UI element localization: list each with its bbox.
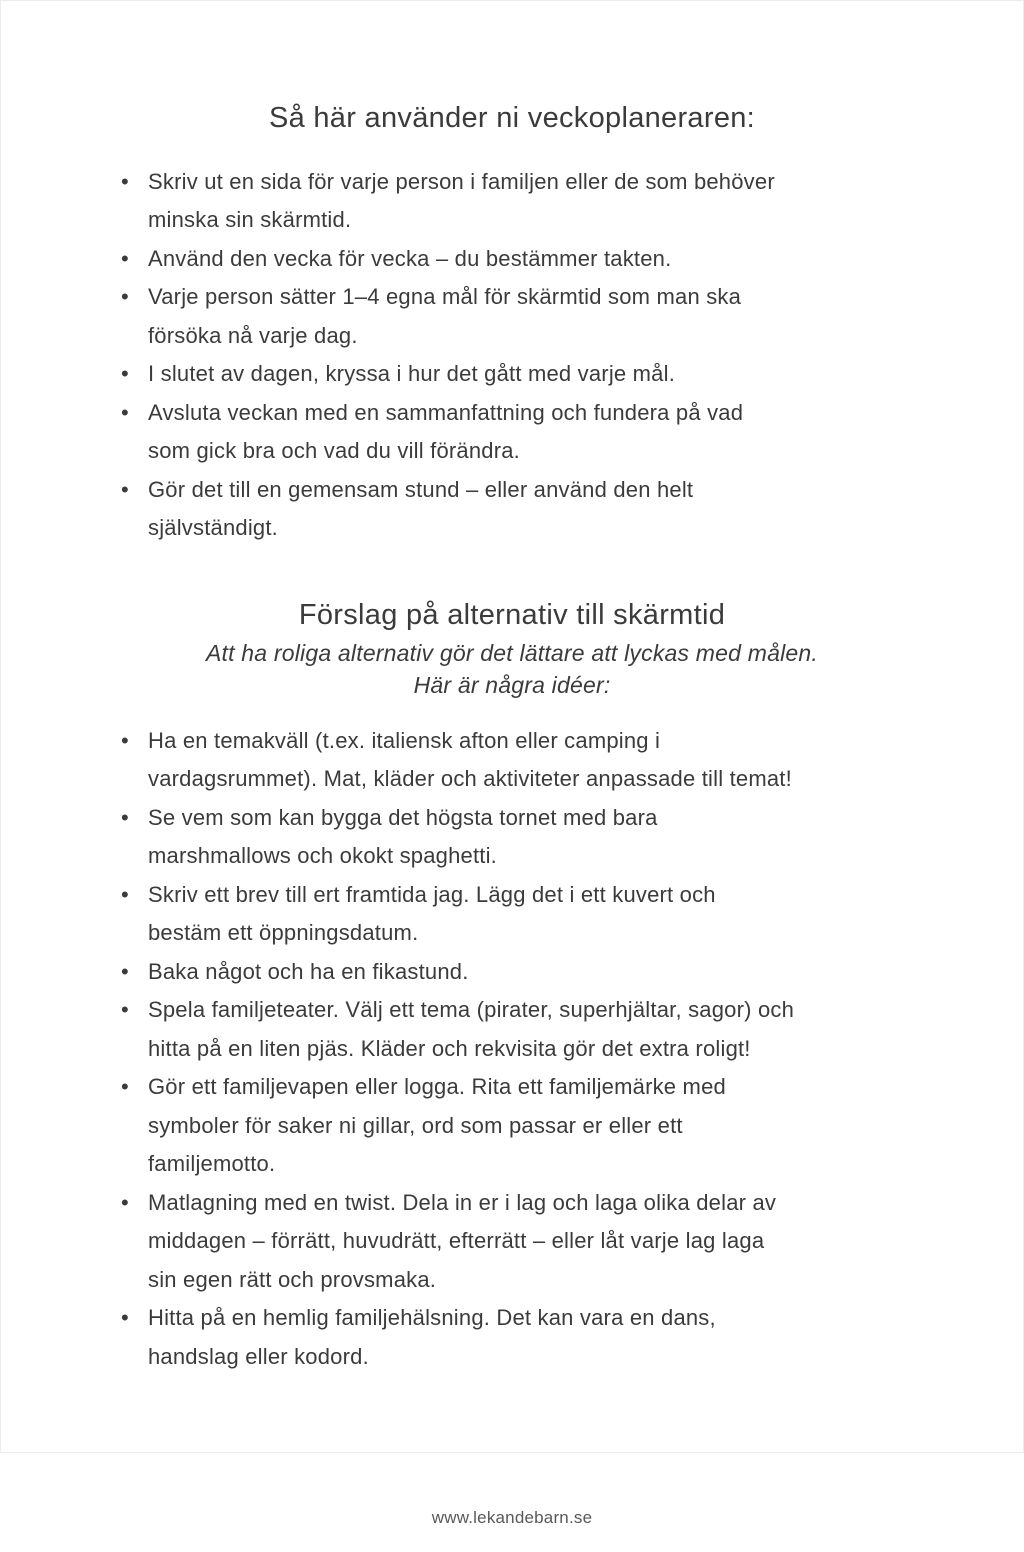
list-item-line: • Gör ett familjevapen eller logga. Rita ett familjemärke med — [148, 1074, 726, 1100]
list-item-line: • Baka något och ha en fikastund. — [148, 958, 469, 984]
list-item-line: självständigt. — [148, 515, 278, 541]
list-item-line: middagen – förrätt, huvudrätt, efterrätt – eller låt varje lag laga — [148, 1228, 765, 1254]
list-item — [148, 163, 963, 240]
list-item — [148, 991, 963, 1068]
list-item-line: • Hitta på en hemlig familjehälsning. Det kan vara en dans, — [148, 1305, 716, 1331]
page-title: Så här använder ni veckoplaneraren: — [268, 102, 756, 134]
list-item-line: familjemotto. — [148, 1151, 276, 1177]
list-item-line: symboler för saker ni gillar, ord som passar er eller ett — [148, 1112, 683, 1138]
list-item-line: sin egen rätt och provsmaka. — [148, 1266, 437, 1292]
section-title: Förslag på alternativ till skärmtid — [298, 598, 726, 631]
footer-url: www.lekandebarn.se — [431, 1508, 593, 1527]
list-item-line: • Skriv ett brev till ert framtida jag. Lägg det i ett kuvert och — [148, 881, 716, 907]
subtitle-line: Här är några idéer: — [413, 671, 611, 698]
list-item-line: • Skriv ut en sida för varje person i familjen eller de som behöver — [148, 168, 775, 194]
list-item-line: bestäm ett öppningsdatum. — [148, 920, 419, 946]
document-page — [1, 101, 1023, 1552]
list-item — [148, 394, 963, 471]
list-item-line: • Varje person sätter 1–4 egna mål för skärmtid som man ska — [148, 284, 742, 310]
list-item — [148, 240, 963, 279]
list-item — [148, 355, 963, 394]
subtitle-line: Att ha roliga alternativ gör det lättare att lyckas med målen. — [206, 639, 818, 666]
list-item-line: försöka nå varje dag. — [148, 322, 358, 348]
list-item — [148, 876, 963, 953]
section-subtitle — [1, 637, 1023, 701]
list-item — [148, 1184, 963, 1300]
list-item-line: • Matlagning med en twist. Dela in er i lag och laga olika delar av — [148, 1189, 777, 1215]
list-item-line: marshmallows och okokt spaghetti. — [148, 843, 497, 869]
list-item — [148, 1299, 963, 1376]
suggestions-list — [1, 722, 1023, 1377]
list-item — [148, 278, 963, 355]
list-item-line: som gick bra och vad du vill förändra. — [148, 438, 520, 464]
list-item-line: • Ha en temakväll (t.ex. italiensk afton eller camping i — [148, 727, 661, 753]
list-item-line: • Använd den vecka för vecka – du bestämmer takten. — [148, 245, 672, 271]
list-item — [148, 722, 963, 799]
list-item-line: vardagsrummet). Mat, kläder och aktiviteter anpassade till temat! — [148, 766, 792, 792]
list-item-line: handslag eller kodord. — [148, 1343, 369, 1369]
list-item-line: • Gör det till en gemensam stund – eller använd den helt — [148, 476, 694, 502]
list-item-line: hitta på en liten pjäs. Kläder och rekvisita gör det extra roligt! — [148, 1035, 751, 1061]
list-item — [148, 1068, 963, 1184]
list-item — [148, 471, 963, 548]
list-item-line: minska sin skärmtid. — [148, 207, 352, 233]
instructions-list — [1, 163, 1023, 548]
list-item — [148, 799, 963, 876]
list-item — [148, 953, 963, 992]
list-item-line: • Se vem som kan bygga det högsta tornet med bara — [148, 804, 658, 830]
list-item-line: • Avsluta veckan med en sammanfattning och fundera på vad — [148, 399, 744, 425]
list-item-line: • Spela familjeteater. Välj ett tema (pirater, superhjältar, sagor) och — [148, 997, 795, 1023]
list-item-line: • I slutet av dagen, kryssa i hur det gått med varje mål. — [148, 361, 676, 387]
